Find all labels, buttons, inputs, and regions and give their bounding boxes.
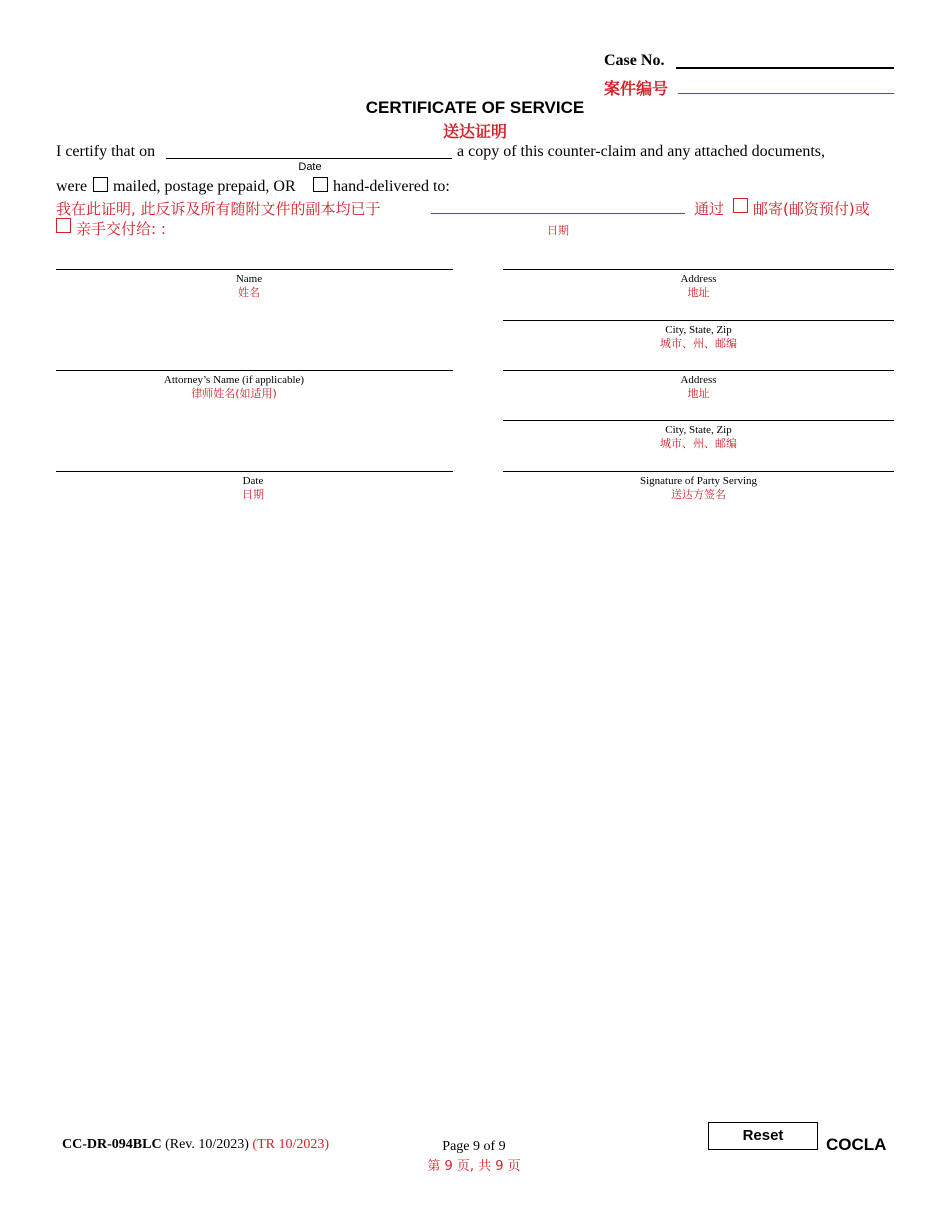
certify-suffix: a copy of this counter-claim and any attached documents, [457, 143, 825, 160]
address-field-2[interactable] [503, 370, 894, 371]
hand-delivered-label: hand-delivered to: [333, 178, 450, 195]
name-field[interactable] [56, 269, 453, 270]
certify-text-zh: 我在此证明, 此反诉及所有随附文件的副本均已于 [56, 200, 381, 218]
attorney-name-caption: Attorney’s Name (if applicable) 律师姓名(如适用) [163, 374, 305, 400]
address-caption-2: Address 地址 [680, 374, 717, 400]
reset-button[interactable]: Reset [708, 1122, 818, 1150]
page-number: Page 9 of 9 [442, 1139, 506, 1154]
mailed-checkbox[interactable] [93, 177, 108, 192]
city-state-zip-field-2[interactable] [503, 420, 894, 421]
signature-field[interactable] [503, 471, 894, 472]
signature-caption: Signature of Party Serving 送达方签名 [639, 475, 757, 501]
city-state-zip-caption-1: City, State, Zip 城市、州、邮编 [660, 324, 737, 350]
service-date-caption: Date [298, 161, 322, 173]
case-number-label: Case No. [604, 52, 665, 69]
form-revision: (Rev. 10/2023) [165, 1137, 249, 1152]
page-number-zh: 第 9 页, 共 9 页 [427, 1159, 521, 1174]
mailed-label-zh: 邮寄(邮资预付)或 [753, 200, 870, 218]
hand-delivered-checkbox[interactable] [313, 177, 328, 192]
name-caption: Name 姓名 [235, 273, 263, 299]
case-number-field[interactable] [676, 67, 894, 69]
via-text-zh: 通过 [694, 200, 725, 218]
date-caption: Date 日期 [242, 475, 264, 501]
attorney-name-field[interactable] [56, 370, 453, 371]
mailed-label: mailed, postage prepaid, OR [113, 178, 296, 195]
page-title: CERTIFICATE OF SERVICE [365, 98, 585, 117]
service-date-field-zh[interactable] [431, 213, 685, 214]
certify-prefix: I certify that on [56, 143, 156, 160]
case-number-underline-zh [678, 93, 894, 94]
case-number-label-zh: 案件编号 [604, 79, 669, 98]
address-field-1[interactable] [503, 269, 894, 270]
service-date-caption-zh: 日期 [547, 224, 569, 237]
city-state-zip-field-1[interactable] [503, 320, 894, 321]
address-caption-1: Address 地址 [680, 273, 717, 299]
service-date-field[interactable] [166, 158, 452, 159]
mailed-checkbox-zh[interactable] [733, 198, 748, 213]
brand-mark: COCLA [826, 1135, 887, 1154]
form-id [62, 1137, 329, 1153]
form-translation-revision: (TR 10/2023) [252, 1137, 330, 1152]
were-text: were [56, 178, 88, 195]
date-field[interactable] [56, 471, 453, 472]
form-id-code: CC-DR-094BLC [62, 1137, 162, 1152]
hand-delivered-label-zh: 亲手交付给: : [76, 220, 166, 238]
hand-delivered-checkbox-zh[interactable] [56, 218, 71, 233]
city-state-zip-caption-2: City, State, Zip 城市、州、邮编 [660, 424, 737, 450]
page-title-zh: 送达证明 [442, 122, 507, 141]
